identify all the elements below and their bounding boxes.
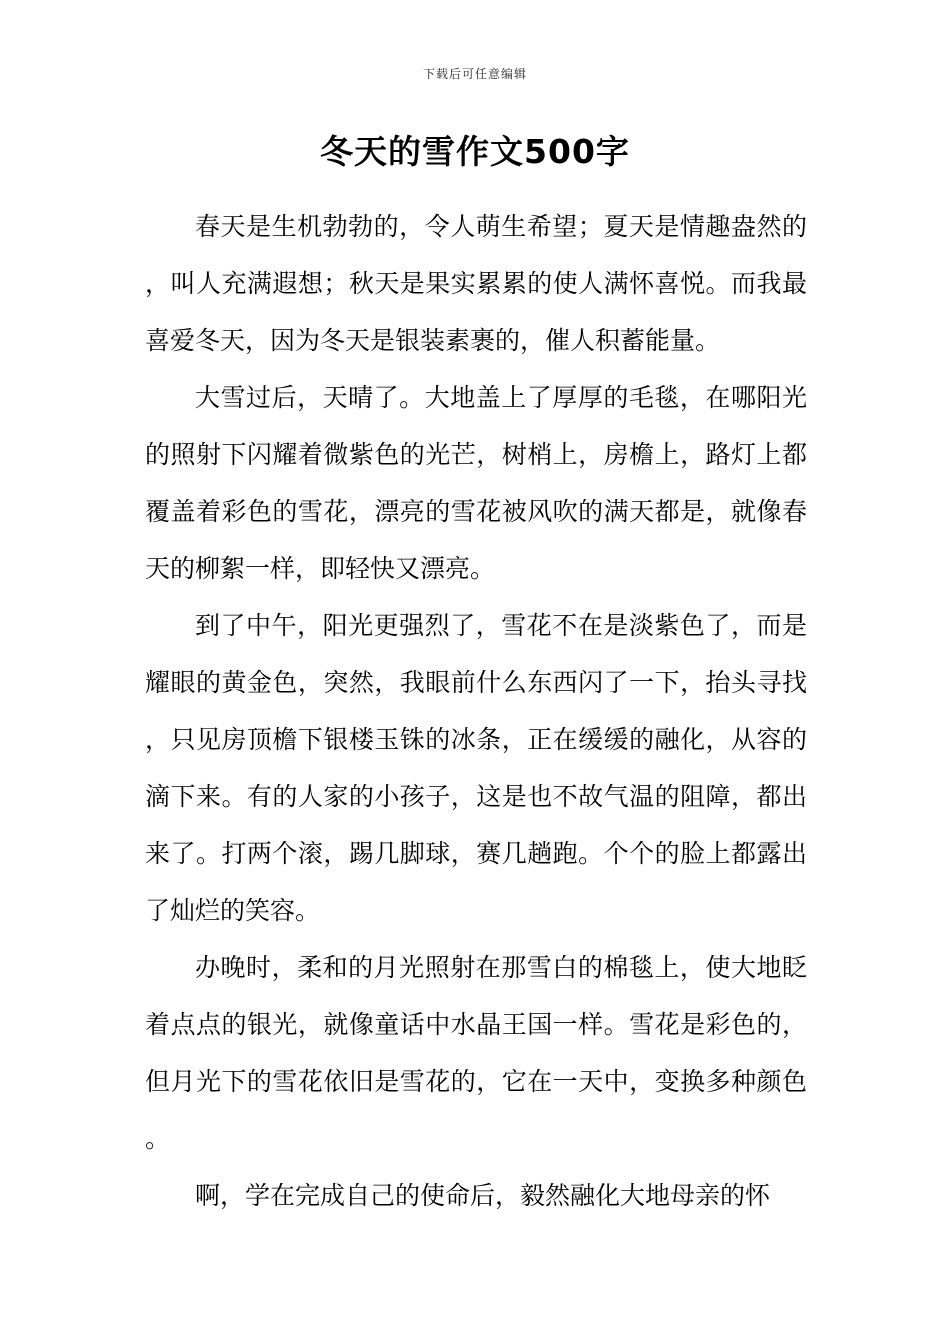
header-note: 下载后可任意编辑: [422, 67, 527, 81]
paragraph: 啊，学在完成自己的使命后，毅然融化大地母亲的怀: [195, 1181, 771, 1210]
paragraph: 大雪过后，天晴了。大地盖上了厚厚的毛毯，在哪阳光的照射下闪耀着微紫色的光芒，树梢上，房檐上，路灯上都覆盖着彩色的雪花，漂亮的雪花被风吹的满天都是，就像春天的柳絮一样，即轻快又漂亮。: [145, 383, 807, 583]
paragraph: 春天是生机勃勃的，令人萌生希望；夏天是情趣盎然的，叫人充满遐想；秋天是果实累累的使人满怀喜悦。而我最喜爱冬天，因为冬天是银装素裹的，催人积蓄能量。: [145, 212, 807, 355]
page-title: 冬天的雪作文500字: [320, 132, 630, 171]
paragraph: 办晚时，柔和的月光照射在那雪白的棉毯上，使大地眨着点点的银光，就像童话中水晶王国一样。雪花是彩色的，但月光下的雪花依旧是雪花的，它在一天中，变换多种颜色。: [145, 953, 807, 1153]
article-body: [145, 198, 807, 1224]
paragraph: 到了中午，阳光更强烈了，雪花不在是淡紫色了，而是耀眼的黄金色，突然，我眼前什么东西闪了一下，抬头寻找，只见房顶檐下银楼玉铢的冰条，正在缓缓的融化，从容的滴下来。有的人家的小孩子，这是也不故气温的阻障，都出来了。打两个滚，踢几脚球，赛几趟跑。个个的脸上都露出了灿烂的笑容。: [145, 611, 807, 925]
